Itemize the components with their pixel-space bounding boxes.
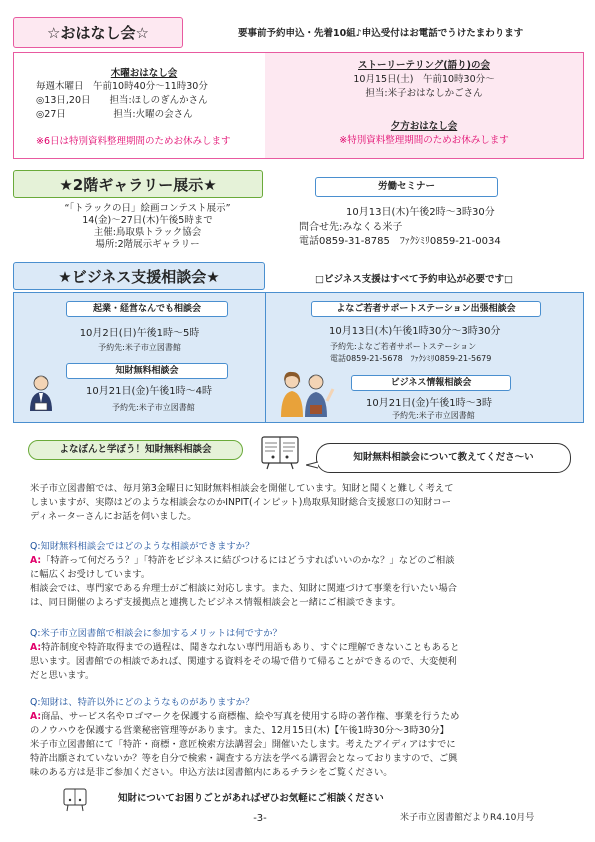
business-people-icon	[274, 371, 336, 419]
chizai-contact: 予約先:米子市立図書館	[112, 403, 195, 412]
kigyo-contact: 予約先:米子市立図書館	[98, 343, 181, 352]
qa-answer-line: のノウハウを保護する営業秘密管理等があります。また、12月15日(木)【午後1時30分～3時30分】	[30, 725, 449, 736]
kigyo-heading: 起業・経営なんでも相談会	[66, 301, 228, 317]
yonago-contact2: 電話0859-21-5678 ﾌｧｸｼﾐﾘ0859-21-5679	[330, 354, 492, 363]
business-notice: □ビジネス支援はすべて予約申込が必要です□	[315, 274, 513, 285]
qa-answer-line: に幅広くお受けしています。	[30, 569, 151, 580]
qa-answer-line: 特許出願されていないか？等を自分で検索・調査する方法を学べる講習会となっておりますので、ご興	[30, 753, 458, 764]
qa-bubble-tail	[306, 454, 318, 462]
qa-intro-line: 米子市立図書館では、毎月第3金曜日に知財無料相談会を開催しています。知財と聞くと難しく考えて	[30, 483, 454, 494]
joho-heading: ビジネス情報相談会	[351, 375, 511, 391]
ohanashi-panel	[13, 52, 584, 159]
page-number: -3-	[253, 813, 267, 824]
gallery-title: ★2階ギャラリー展示★	[59, 175, 217, 194]
yonago-contact1: 予約先:よなご若者サポートステーション	[330, 342, 477, 351]
qa-block-3	[30, 696, 585, 780]
qa-intro	[30, 482, 585, 524]
qa-speech-bubble	[316, 443, 571, 473]
qa-answer-line: A:「特許って何だろう？」「特許をビジネスに結びつけるにはどうすればいいのかな？」などのご相談	[30, 555, 455, 566]
qa-question: Q:米子市立図書館で相談会に参加するメリットは何ですか？	[30, 628, 282, 639]
kigyo-date: 10月2日(日)午後1時～5時	[79, 328, 200, 339]
rodo-heading-box	[315, 177, 498, 197]
ohanashi-notice: 要事前予約申込・先着10組♪申込受付はお電話でうけたまわります	[238, 28, 524, 39]
qa-answer-line: 米子市立図書館にて「特許・商標・意匠検索方法講習会」開催いたします。考えたアイディアはすでに	[30, 739, 456, 750]
rodo-heading: 労働セミナー	[377, 181, 435, 192]
story-heading: ストーリーテリング(語り)の会	[358, 60, 490, 71]
story-line1: 10月15日(土) 午前10時30分～	[353, 74, 495, 85]
business-panel	[13, 292, 584, 423]
footer-mascot-icon	[60, 784, 90, 814]
gallery-line3: 主催:鳥取県トラック協会	[93, 227, 202, 238]
yonago-date: 10月13日(木)午後1時30分～3時30分	[329, 326, 501, 337]
qa-closing: 知財についてお困りごとがあればぜひお気軽にご相談ください	[118, 793, 384, 804]
qa-answer-line: A:特許制度や特許取得までの過程は、聞きなれない専門用語もあり、すぐに理解できないこともあると	[30, 642, 460, 653]
yugata-heading: 夕方おはなし会	[390, 121, 458, 132]
answer-prefix: A:	[30, 711, 42, 722]
ohanashi-title: ☆おはなし会☆	[47, 24, 149, 42]
chizai-heading: 知財無料相談会	[66, 363, 228, 379]
yugata-note: ※特別資料整理期間のためお休みします	[339, 135, 509, 146]
mokuyou-line2: ◎13日,20日 担当:ほしのぎんかさん	[36, 95, 208, 106]
qa-question: Q:知財無料相談会ではどのような相談ができますか？	[30, 541, 255, 552]
qa-answer-line: だと思います。	[30, 670, 95, 681]
mokuyou-heading: 木曜おはなし会	[110, 68, 178, 79]
mokuyou-line1: 毎週木曜日 午前10時40分～11時30分	[36, 81, 208, 92]
gallery-line4: 場所:2階展示ギャラリー	[95, 239, 200, 250]
qa-badge	[28, 440, 243, 460]
consultant-person-icon	[26, 373, 56, 413]
rodo-line1: 10月13日(木)午後2時～3時30分	[346, 207, 495, 218]
qa-badge-text: よなぼんと学ぼう！知財無料相談会	[59, 444, 212, 455]
qa-block-1	[30, 540, 585, 610]
yonabon-mascot-icon	[257, 431, 303, 471]
qa-bubble-text: 知財無料相談会について教えてくださ～い	[353, 452, 534, 463]
qa-question: Q:知財は、特許以外にどのようなものがありますか？	[30, 697, 255, 708]
gallery-line2: 14(金)～27日(木)午後5時まで	[82, 215, 213, 226]
qa-block-2	[30, 627, 585, 683]
issue-label: 米子市立図書館だよりR4.10月号	[400, 813, 535, 823]
ohanashi-title-box	[13, 17, 183, 48]
business-title: ★ビジネス支援相談会★	[58, 267, 220, 286]
qa-answer-line: 思います。図書館での相談であれば、関連する資料をその場で借りて帰ることができるので、大変便利	[30, 656, 457, 667]
qa-answer-line: A:商品、サービス名やロゴマークを保護する商標権、絵や写真を使用する時の著作権、事業を行うため	[30, 711, 460, 722]
qa-answer-line: 味のある方は是非ご参加ください。申込方法は図書館内にあるチラシをご覧ください。	[30, 767, 393, 778]
gallery-title-box	[13, 170, 263, 198]
qa-intro-line: しまいますが、実際はどのような相談会なのかINPIT(インピット)鳥取県知財総合支援窓口の知財コー	[30, 497, 452, 508]
gallery-line1: “「トラックの日」絵画コンテスト展示”	[64, 203, 231, 214]
mokuyou-line3: ◎27日 担当:火曜の会さん	[36, 109, 193, 120]
business-title-box	[13, 262, 265, 290]
chizai-date: 10月21日(金)午後1時～4時	[86, 386, 212, 397]
yonago-heading: よなご若者サポートステーション出張相談会	[311, 301, 541, 317]
answer-prefix: A:	[30, 642, 42, 653]
business-panel-divider	[265, 293, 266, 422]
story-line2: 担当:米子おはなしかごさん	[365, 88, 483, 99]
rodo-line3: 電話0859-31-8785 ﾌｧｸｼﾐﾘ0859-21-0034	[299, 236, 501, 247]
joho-contact: 予約先:米子市立図書館	[392, 411, 475, 420]
qa-answer-line: は、同日開催のよろず支援拠点と連携したビジネス情報相談会と一緒にご相談できます。	[30, 597, 401, 608]
qa-intro-line: ディネーターさんにお話を伺いました。	[30, 511, 197, 522]
mokuyou-note: ※6日は特別資料整理期間のためお休みします	[36, 136, 231, 147]
joho-date: 10月21日(金)午後1時～3時	[366, 398, 492, 409]
answer-prefix: A:	[30, 555, 42, 566]
rodo-line2: 問合せ先:みなくる米子	[299, 222, 403, 233]
qa-answer-line: 相談会では、専門家である弁理士がご相談に対応します。また、知財に関連づけて事業を行いたい場合	[30, 583, 457, 594]
